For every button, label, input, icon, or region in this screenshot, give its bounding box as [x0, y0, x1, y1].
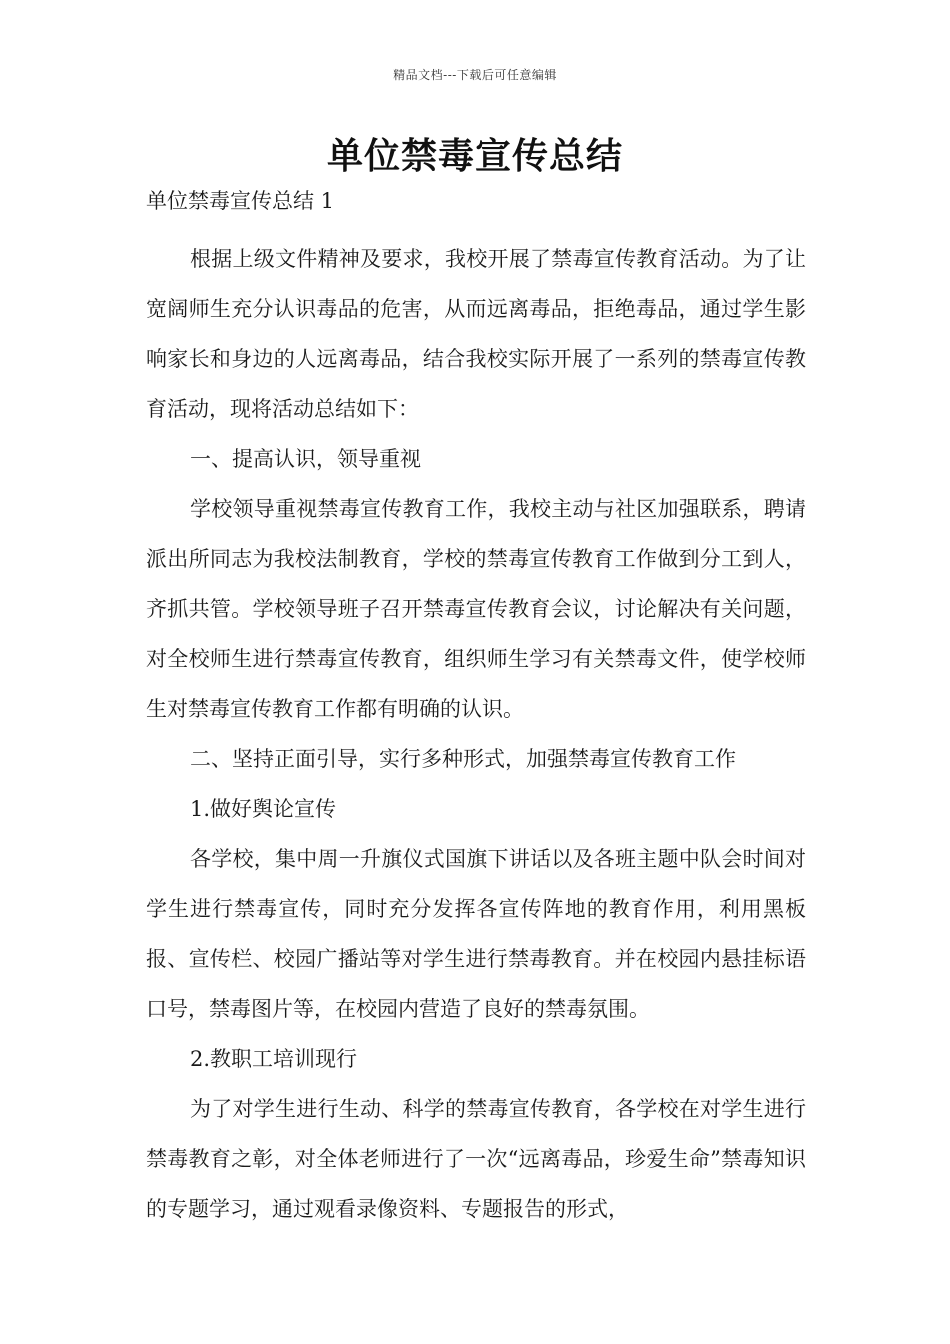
heading-section-2: 二、坚持正面引导，实行多种形式，加强禁毒宣传教育工作: [190, 747, 736, 771]
heading-subsection-1: 1.做好舆论宣传: [190, 797, 337, 821]
heading-subsection-2: 2.教职工培训现行: [190, 1047, 358, 1071]
paragraph-subsection-1: 各学校，集中周一升旗仪式国旗下讲话以及各班主题中队会时间对学生进行禁毒宣传，同时充分发挥各宣传阵地的教育作用，利用黑板报、宣传栏、校园广播站等对学生进行禁毒教育。并在校园内悬挂标语口号，禁毒图片等，在校园内营造了良好的禁毒氛围。: [146, 847, 806, 1021]
paragraph-subsection-2: 为了对学生进行生动、科学的禁毒宣传教育，各学校在对学生进行禁毒教育之彰，对全体老师进行了一次“远离毒品，珍爱生命”禁毒知识的专题学习，通过观看录像资料、专题报告的形式，: [146, 1097, 806, 1221]
section-subtitle: 单位禁毒宣传总结 1: [146, 189, 335, 213]
header-note: 精品文档---下载后可任意编辑: [393, 68, 557, 82]
paragraph-section-1: 学校领导重视禁毒宣传教育工作，我校主动与社区加强联系，聘请派出所同志为我校法制教育，学校的禁毒宣传教育工作做到分工到人，齐抓共管。学校领导班子召开禁毒宣传教育会议，讨论解决有关问题，对全校师生进行禁毒宣传教育，组织师生学习有关禁毒文件，使学校师生对禁毒宣传教育工作都有明确的认识。: [146, 497, 806, 721]
paragraph-intro: 根据上级文件精神及要求，我校开展了禁毒宣传教育活动。为了让宽阔师生充分认识毒品的危害，从而远离毒品，拒绝毒品，通过学生影响家长和身边的人远离毒品，结合我校实际开展了一系列的禁毒宣传教育活动，现将活动总结如下：: [146, 247, 806, 421]
document-body: [146, 181, 806, 1234]
heading-section-1: 一、提高认识，领导重视: [190, 447, 421, 471]
document-title: 单位禁毒宣传总结: [326, 136, 623, 177]
